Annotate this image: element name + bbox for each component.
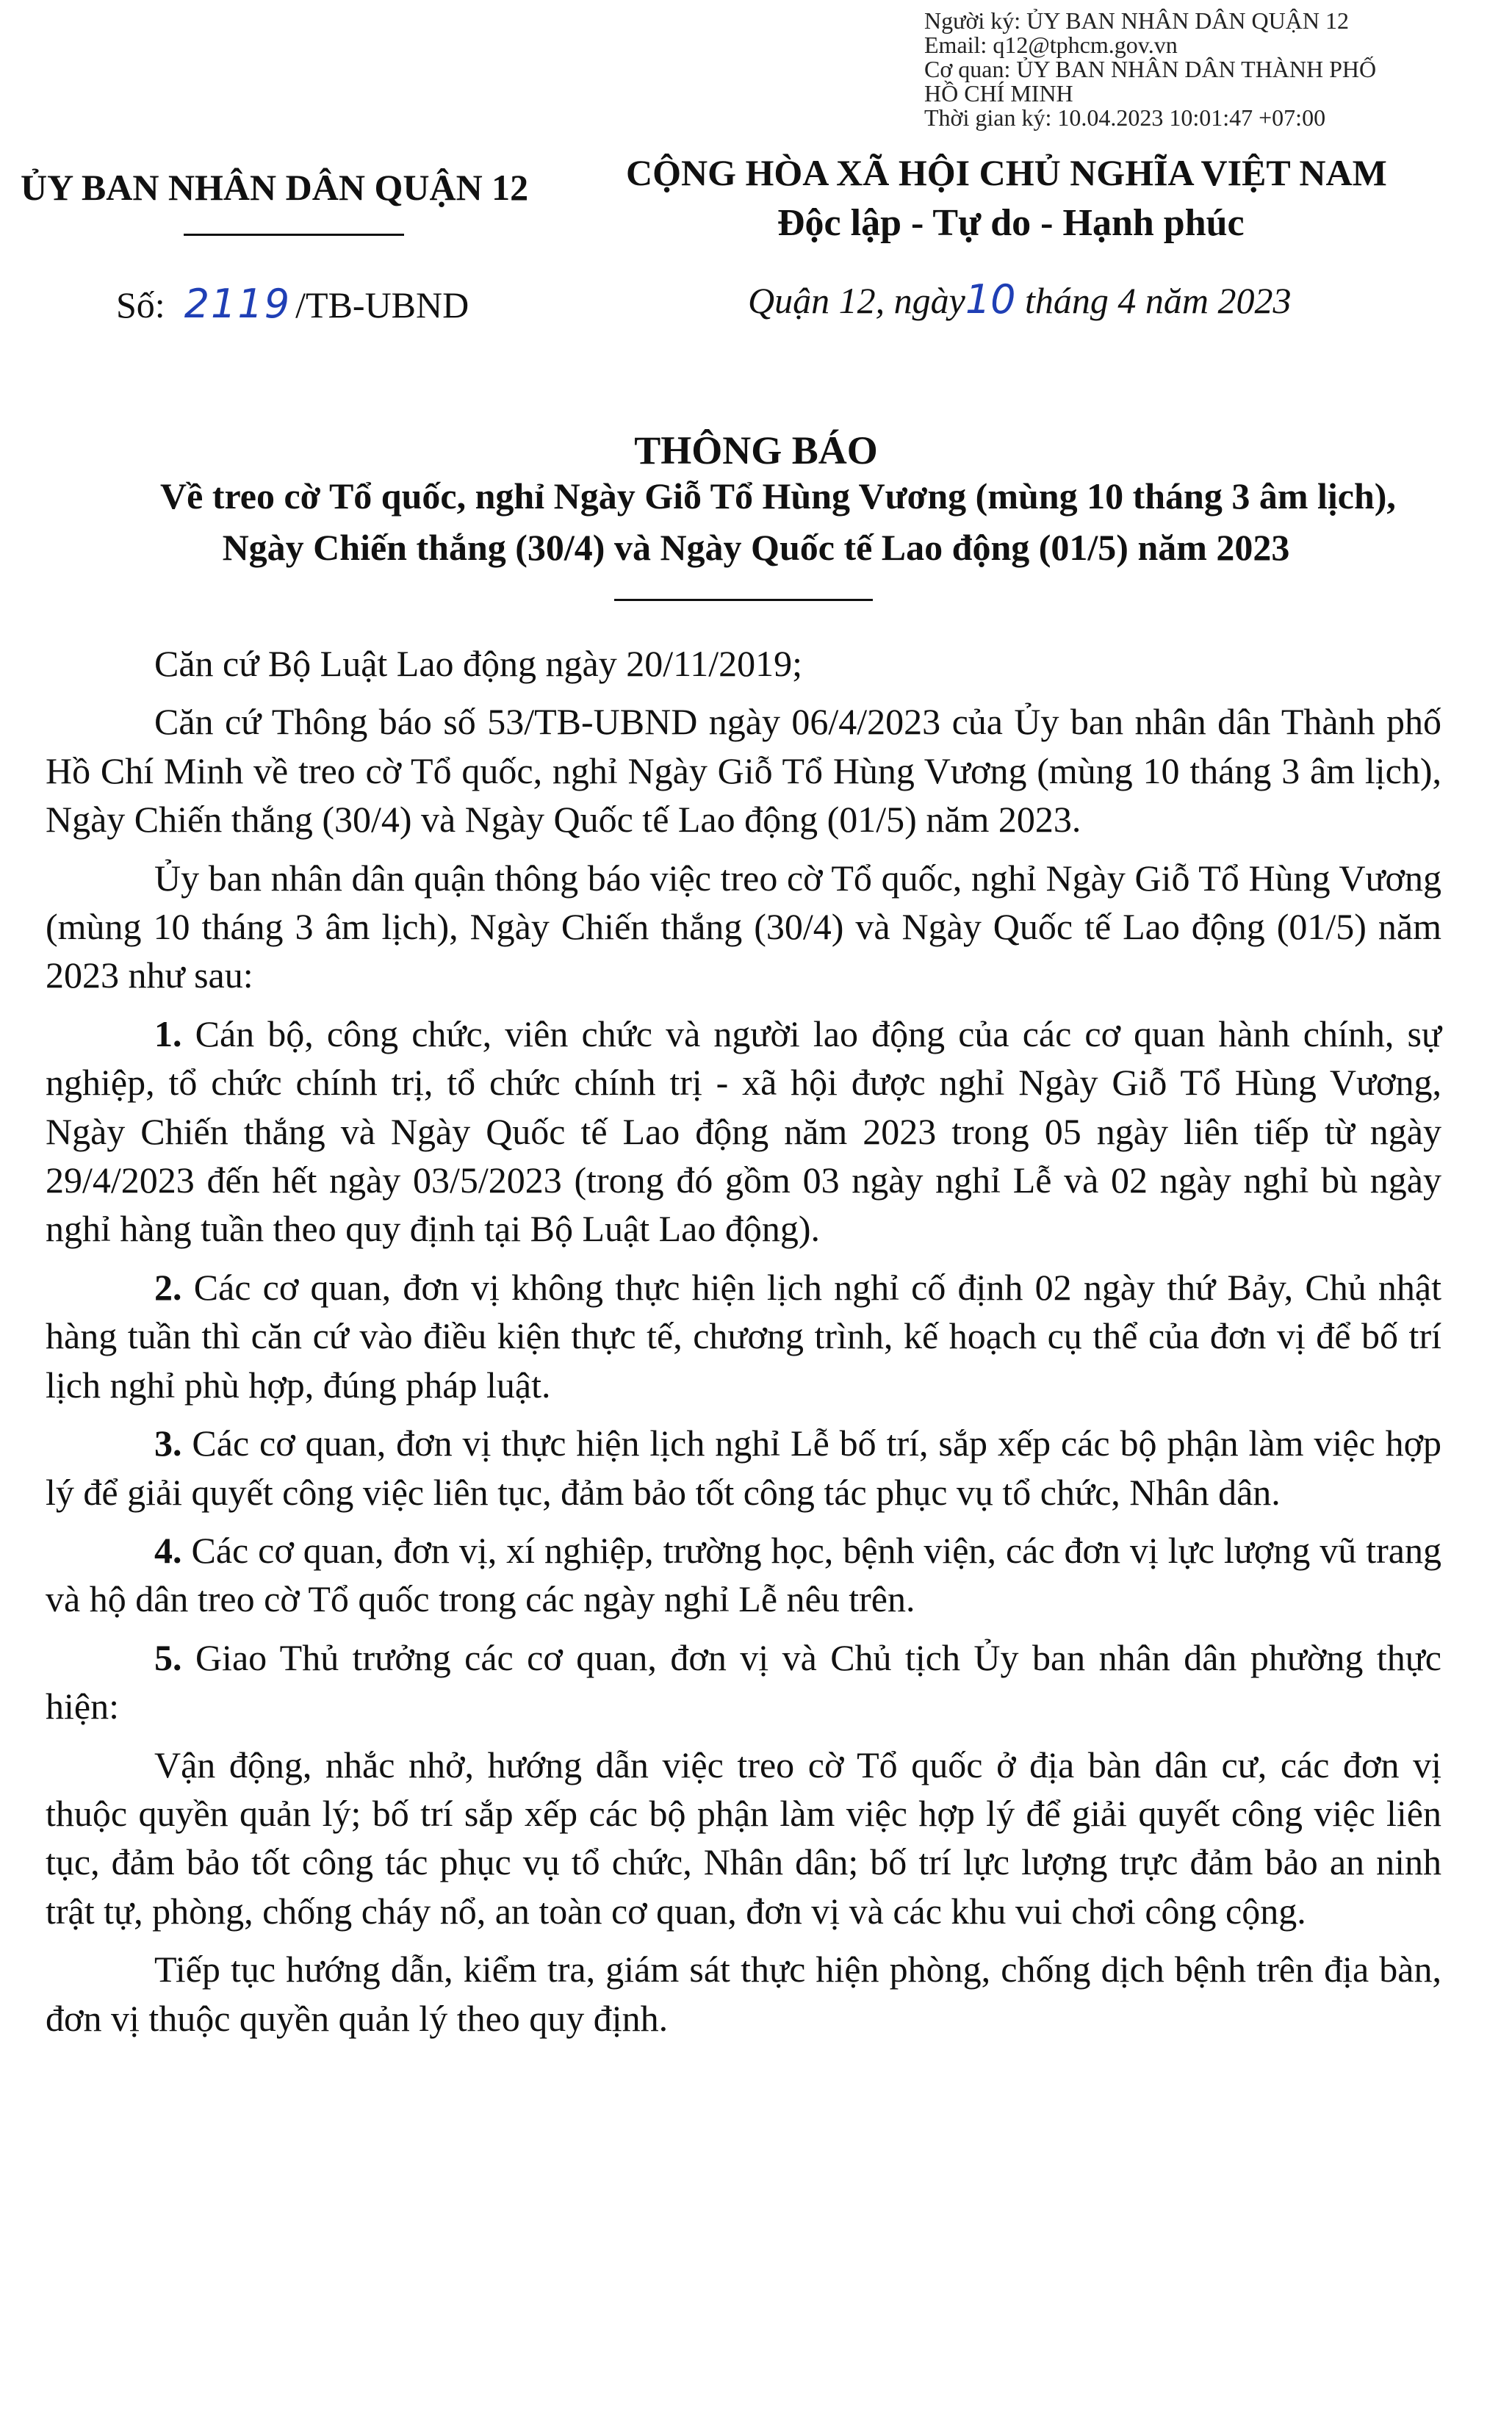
item-text: Các cơ quan, đơn vị, xí nghiệp, trường học, bệnh viện, các đơn vị lực lượng vũ trang và hộ dân treo cờ Tổ quốc trong các ngày nghỉ Lễ nêu trên. bbox=[46, 1529, 1441, 1620]
item-1 bbox=[46, 1010, 1441, 1253]
item-2 bbox=[46, 1263, 1441, 1409]
issuing-agency: ỦY BAN NHÂN DÂN QUẬN 12 bbox=[21, 167, 529, 208]
document-number-prefix: Số: bbox=[116, 284, 165, 325]
item-5 bbox=[46, 1633, 1441, 1731]
document-title: THÔNG BÁO bbox=[634, 428, 878, 472]
implementation-paragraph-b: Tiếp tục hướng dẫn, kiểm tra, giám sát thực hiện phòng, chống dịch bệnh trên địa bàn, đơn vị thuộc quyền quản lý theo quy định. bbox=[46, 1949, 1441, 2039]
digital-signature-block bbox=[924, 9, 1376, 130]
document-subtitle-line2: Ngày Chiến thắng (30/4) và Ngày Quốc tế Lao động (01/5) năm 2023 bbox=[222, 527, 1290, 568]
intro-paragraph: Ủy ban nhân dân quận thông báo việc treo cờ Tổ quốc, nghỉ Ngày Giỗ Tổ Hùng Vương (mùng 10 tháng 3 âm lịch), Ngày Chiến thắng (30/4) và Ngày Quốc tế Lao động (01/5) năm 2023 như sau: bbox=[46, 857, 1441, 996]
signature-time: Thời gian ký: 10.04.2023 10:01:47 +07:00 bbox=[924, 104, 1326, 131]
item-text: Các cơ quan, đơn vị không thực hiện lịch nghỉ cố định 02 ngày thứ Bảy, Chủ nhật hàng tuần thì căn cứ vào điều kiện thực tế, chương trình, kế hoạch cụ thể của đơn vị để bố trí lịch nghỉ phù hợp, đúng pháp luật. bbox=[46, 1266, 1442, 1406]
document-subtitle-line1: Về treo cờ Tổ quốc, nghỉ Ngày Giỗ Tổ Hùng Vương (mùng 10 tháng 3 âm lịch), bbox=[160, 475, 1396, 517]
item-3 bbox=[46, 1419, 1441, 1517]
signature-signer: Người ký: ỦY BAN NHÂN DÂN QUẬN 12 bbox=[924, 7, 1349, 34]
place-and-date bbox=[748, 276, 1292, 323]
item-number: 3. bbox=[154, 1422, 182, 1464]
item-number: 2. bbox=[154, 1266, 182, 1308]
signature-agency-line2: HỒ CHÍ MINH bbox=[924, 80, 1073, 107]
item-number: 1. bbox=[154, 1012, 182, 1054]
item-text: Giao Thủ trưởng các cơ quan, đơn vị và Chủ tịch Ủy ban nhân dân phường thực hiện: bbox=[46, 1636, 1441, 1727]
agency-underline bbox=[184, 234, 404, 236]
place-suffix: tháng 4 năm 2023 bbox=[1025, 280, 1292, 321]
handwritten-day: 10 bbox=[965, 276, 1016, 323]
item-4 bbox=[46, 1526, 1441, 1624]
item-number: 5. bbox=[154, 1636, 182, 1678]
legal-basis-1: Căn cứ Bộ Luật Lao động ngày 20/11/2019; bbox=[154, 643, 803, 684]
national-motto: Độc lập - Tự do - Hạnh phúc bbox=[777, 202, 1245, 244]
signature-email: Email: q12@tphcm.gov.vn bbox=[924, 32, 1178, 58]
item-text: Cán bộ, công chức, viên chức và người lao động của các cơ quan hành chính, sự nghiệp, tổ chức chính trị, tổ chức chính trị - xã hội được nghỉ Ngày Giỗ Tổ Hùng Vương, Ngày Chiến thắng và Ngày Quốc tế Lao động năm 2023 trong 05 ngày liên tiếp từ ngày 29/4/2023 đến hết ngày 03/5/2023 (trong đó gồm 03 ngày nghỉ Lễ và 02 ngày nghỉ bù ngày nghỉ hàng tuần theo quy định tại Bộ Luật Lao động). bbox=[46, 1012, 1442, 1250]
implementation-paragraph-a: Vận động, nhắc nhở, hướng dẫn việc treo cờ Tổ quốc ở địa bàn dân cư, các đơn vị thuộc quyền quản lý; bố trí sắp xếp các bộ phận làm việc hợp lý để giải quyết công việc liên tục, đảm bảo tốt công tác phục vụ tổ chức, Nhân dân; bố trí lực lượng trực đảm bảo an ninh trật tự, phòng, chống cháy nổ, an toàn cơ quan, đơn vị và các khu vui chơi công cộng. bbox=[46, 1744, 1441, 1932]
legal-basis-2: Căn cứ Thông báo số 53/TB-UBND ngày 06/4/2023 của Ủy ban nhân dân Thành phố Hồ Chí Minh về treo cờ Tổ quốc, nghỉ Ngày Giỗ Tổ Hùng Vương (mùng 10 tháng 3 âm lịch), Ngày Chiến thắng (30/4) và Ngày Quốc tế Lao động (01/5) năm 2023. bbox=[46, 701, 1441, 841]
signature-agency-line1: Cơ quan: ỦY BAN NHÂN DÂN THÀNH PHỐ bbox=[924, 56, 1377, 82]
title-underline bbox=[614, 599, 873, 601]
document-number-suffix: /TB-UBND bbox=[295, 284, 469, 325]
document-body bbox=[46, 639, 1441, 2043]
document-number bbox=[116, 281, 469, 327]
place-prefix: Quận 12, ngày bbox=[748, 280, 965, 321]
handwritten-number: 2119 bbox=[184, 281, 292, 327]
item-text: Các cơ quan, đơn vị thực hiện lịch nghỉ Lễ bố trí, sắp xếp các bộ phận làm việc hợp lý để giải quyết công việc liên tục, đảm bảo tốt công tác phục vụ tổ chức, Nhân dân. bbox=[46, 1422, 1442, 1513]
country-name: CỘNG HÒA XÃ HỘI CHỦ NGHĨA VIỆT NAM bbox=[626, 152, 1387, 193]
item-number: 4. bbox=[154, 1529, 182, 1571]
